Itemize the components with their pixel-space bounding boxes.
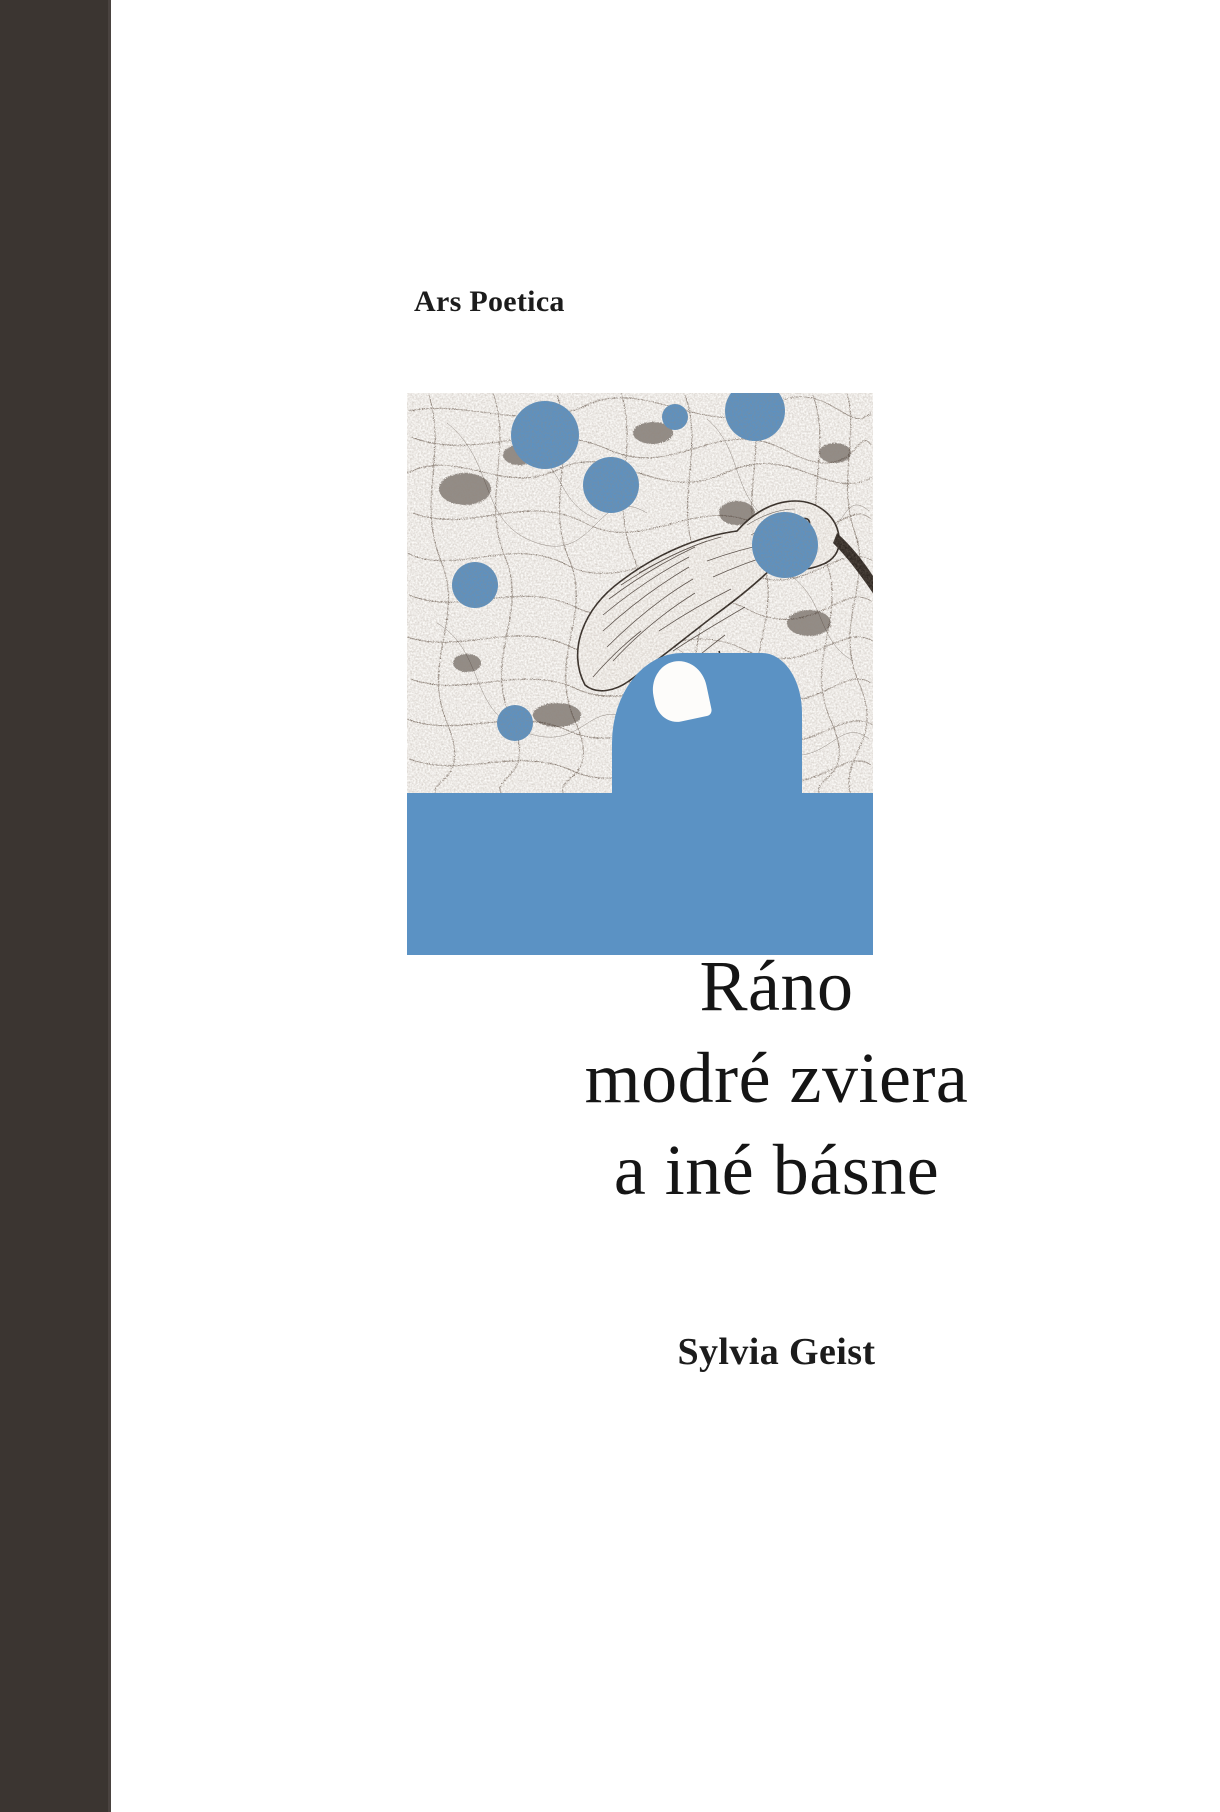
cover-face bbox=[111, 0, 1220, 1812]
author-name: Sylvia Geist bbox=[677, 1331, 876, 1373]
title-line-3: a iné básne bbox=[613, 1130, 940, 1210]
artwork-blue-shape bbox=[612, 653, 802, 798]
artwork-blue-band bbox=[407, 793, 873, 955]
series-label: Ars Poetica bbox=[414, 285, 565, 318]
title-line-2: modré zviera bbox=[584, 1038, 969, 1118]
book-title bbox=[222, 940, 1220, 1216]
cover-artwork bbox=[407, 393, 873, 955]
book-spine bbox=[0, 0, 108, 1812]
title-line-1: Ráno bbox=[699, 946, 854, 1026]
